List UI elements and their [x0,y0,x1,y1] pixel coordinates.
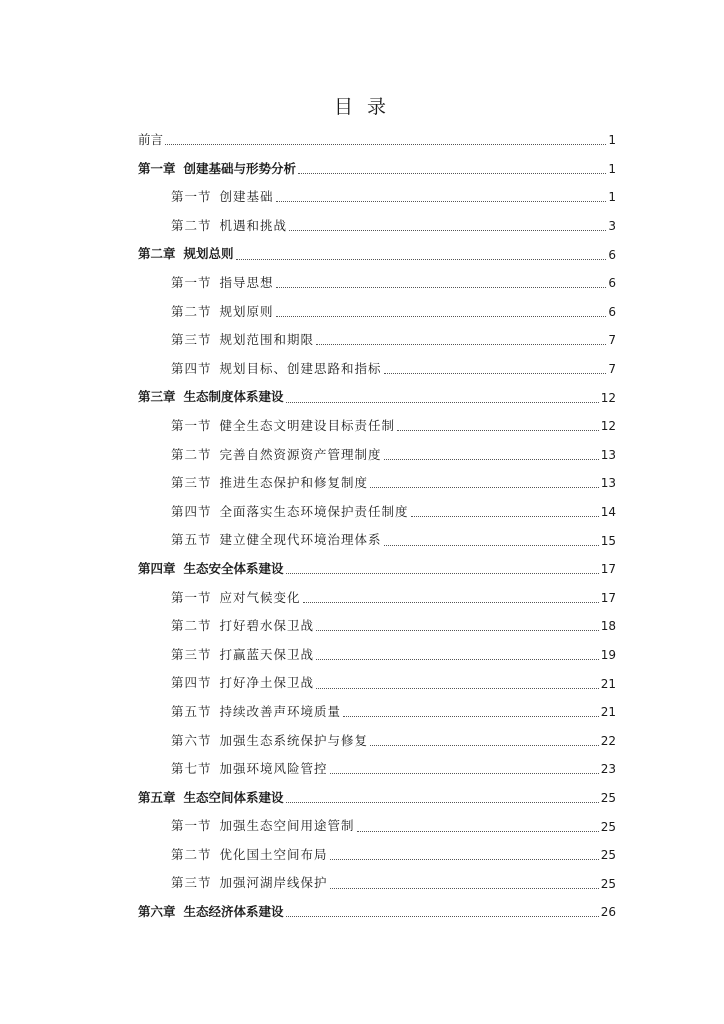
toc-chapter-entry[interactable] [138,155,616,184]
dot-leader [357,830,599,832]
toc-section-entry[interactable] [138,698,616,727]
toc-section-entry[interactable] [138,755,616,784]
toc-entry-text: 加强生态空间用途管制 [219,818,355,834]
toc-entry-text: 打好碧水保卫战 [219,618,315,634]
dot-leader [316,658,599,660]
toc-page-number: 6 [608,276,616,291]
toc-entry-label [171,277,274,290]
toc-entry-label [138,160,297,176]
toc-chapter-entry[interactable] [138,240,616,269]
toc-entry-number: 第一章 [138,160,176,176]
toc-entry-number: 第三节 [171,875,212,891]
toc-section-entry[interactable] [138,469,616,498]
toc-entry-label [138,134,163,147]
dot-leader [343,715,599,717]
toc-entry-text: 前言 [138,132,164,148]
toc-entry-label [171,620,314,633]
dot-leader [370,744,599,746]
toc-chapter-entry[interactable] [138,555,616,584]
toc-section-entry[interactable] [138,869,616,898]
toc-entry-label [138,248,234,261]
toc-entry-number: 第二节 [171,618,212,634]
toc-preface-entry[interactable] [138,126,616,155]
toc-section-entry[interactable] [138,726,616,755]
toc-entry-number: 第四节 [171,360,212,376]
dot-leader [165,143,606,145]
toc-section-entry[interactable] [138,584,616,613]
dot-leader [276,315,607,317]
toc-page-number: 7 [608,333,616,348]
toc-entry-number: 第五节 [171,532,212,548]
toc-chapter-entry[interactable] [138,383,616,412]
toc-entry-text: 规划总则 [183,246,234,262]
toc-entry-label [171,877,328,890]
toc-entry-label [171,446,382,462]
toc-section-entry[interactable] [138,498,616,527]
toc-entry-text: 完善自然资源资产管理制度 [219,446,382,462]
toc-entry-label [171,360,382,376]
toc-page-number: 25 [600,790,616,805]
toc-entry-text: 加强环境风险管控 [219,761,328,777]
toc-section-entry[interactable] [138,212,616,241]
toc-entry-number: 第三节 [171,475,212,491]
toc-entry-label [138,906,284,919]
toc-entry-label [171,677,314,690]
toc-page-number: 23 [600,762,616,777]
toc-entry-label [171,303,274,319]
toc-entry-text: 全面落实生态环境保护责任制度 [219,503,409,519]
dot-leader [289,229,606,231]
toc-entry-label [171,534,382,547]
toc-entry-label [138,391,284,404]
toc-entry-label [171,217,288,233]
dot-leader [411,515,599,517]
toc-page-number: 25 [600,848,616,863]
toc-entry-label [171,846,328,862]
toc-page-number: 14 [600,505,616,520]
toc-section-entry[interactable] [138,612,616,641]
dot-leader [286,915,599,917]
toc-entry-number: 第二节 [171,217,212,233]
toc-chapter-entry[interactable] [138,784,616,813]
toc-entry-label [138,560,284,576]
toc-page-number: 7 [608,362,616,377]
toc-section-entry[interactable] [138,298,616,327]
dot-leader [384,458,599,460]
toc-entry-text: 生态经济体系建设 [183,904,284,920]
toc-entry-text: 生态安全体系建设 [183,560,284,576]
toc-title: 目 录 [333,96,391,118]
toc-page-number: 21 [600,705,616,720]
toc-page-number: 6 [608,304,616,319]
toc-page-number: 19 [600,647,616,662]
toc-entry-number: 第一节 [171,818,212,834]
dot-leader [286,572,599,574]
toc-section-entry[interactable] [138,269,616,298]
toc-entry-label [171,417,396,433]
toc-chapter-entry[interactable] [138,898,616,927]
toc-entry-label [171,503,409,519]
toc-entry-number: 第一节 [171,275,212,291]
toc-entry-number: 第一节 [171,589,212,605]
toc-section-entry[interactable] [138,441,616,470]
toc-section-entry[interactable] [138,841,616,870]
toc-page-number: 1 [608,190,616,205]
toc-entry-text: 加强河湖岸线保护 [219,875,328,891]
toc-entry-text: 创建基础 [219,189,274,205]
toc-section-entry[interactable] [138,326,616,355]
dot-leader [276,286,607,288]
toc-entry-number: 第三节 [171,646,212,662]
toc-page-number: 1 [608,133,616,148]
dot-leader [303,601,599,603]
toc-entry-text: 应对气候变化 [219,589,301,605]
toc-entry-number: 第一节 [171,189,212,205]
toc-entry-number: 第四节 [171,675,212,691]
toc-entry-label [171,646,315,662]
toc-section-entry[interactable] [138,412,616,441]
toc-entry-label [171,191,274,204]
toc-page-number: 1 [608,161,616,176]
toc-page-number: 13 [600,447,616,462]
toc-entry-number: 第四章 [138,560,176,576]
toc-entry-text: 打好净土保卫战 [219,675,315,691]
dot-leader [330,887,599,889]
toc-section-entry[interactable] [138,355,616,384]
toc-entry-text: 创建基础与形势分析 [183,160,297,176]
toc-page-number: 12 [600,419,616,434]
dot-leader [286,801,599,803]
toc-entry-text: 优化国土空间布局 [219,846,328,862]
toc-entry-number: 第六节 [171,732,212,748]
toc-entry-text: 规划范围和期限 [219,332,315,348]
table-of-contents [138,126,616,927]
toc-entry-label [171,589,301,605]
dot-leader [370,486,599,488]
toc-section-entry[interactable] [138,183,616,212]
dot-leader [286,401,599,403]
dot-leader [384,544,599,546]
toc-entry-text: 健全生态文明建设目标责任制 [219,417,396,433]
dot-leader [316,629,599,631]
toc-entry-number: 第二节 [171,303,212,319]
toc-entry-label [171,703,342,719]
toc-page-number: 12 [600,390,616,405]
toc-entry-text: 规划目标、创建思路和指标 [219,360,382,376]
dot-leader [276,200,607,202]
toc-page-number: 17 [600,590,616,605]
toc-page-number: 17 [600,562,616,577]
toc-page-number: 26 [600,905,616,920]
toc-entry-label [171,763,328,776]
toc-entry-number: 第五节 [171,703,212,719]
toc-entry-number: 第四节 [171,503,212,519]
toc-entry-number: 第七节 [171,761,212,777]
toc-page-number: 25 [600,876,616,891]
toc-entry-label [171,334,314,347]
toc-entry-number: 第三章 [138,389,176,405]
toc-page-number: 25 [600,819,616,834]
toc-entry-number: 第三节 [171,332,212,348]
toc-entry-text: 规划原则 [219,303,274,319]
toc-section-entry[interactable] [138,526,616,555]
toc-entry-label [171,732,369,748]
toc-entry-text: 持续改善声环境质量 [219,703,342,719]
toc-entry-number: 第一节 [171,417,212,433]
toc-page-number: 13 [600,476,616,491]
toc-entry-number: 第六章 [138,904,176,920]
toc-entry-text: 生态制度体系建设 [183,389,284,405]
toc-page-number: 3 [608,219,616,234]
toc-entry-text: 指导思想 [219,275,274,291]
toc-entry-text: 机遇和挑战 [219,217,288,233]
toc-section-entry[interactable] [138,669,616,698]
toc-entry-text: 生态空间体系建设 [183,789,284,805]
dot-leader [298,172,606,174]
toc-page-number: 18 [600,619,616,634]
dot-leader [384,372,607,374]
toc-entry-number: 第二节 [171,846,212,862]
toc-entry-text: 建立健全现代环境治理体系 [219,532,382,548]
toc-entry-label [138,789,284,805]
toc-entry-number: 第二章 [138,246,176,262]
toc-entry-text: 推进生态保护和修复制度 [219,475,369,491]
toc-page-number: 6 [608,247,616,262]
toc-entry-label [171,477,368,490]
dot-leader [316,343,606,345]
toc-page-number: 22 [600,733,616,748]
toc-section-entry[interactable] [138,641,616,670]
toc-entry-label [171,820,355,833]
toc-page-number: 21 [600,676,616,691]
dot-leader [316,687,599,689]
toc-entry-number: 第二节 [171,446,212,462]
dot-leader [330,772,599,774]
toc-entry-text: 加强生态系统保护与修复 [219,732,369,748]
toc-entry-text: 打赢蓝天保卫战 [219,646,315,662]
toc-page-number: 15 [600,533,616,548]
dot-leader [330,858,599,860]
toc-entry-number: 第五章 [138,789,176,805]
dot-leader [236,258,607,260]
dot-leader [397,429,599,431]
toc-section-entry[interactable] [138,812,616,841]
